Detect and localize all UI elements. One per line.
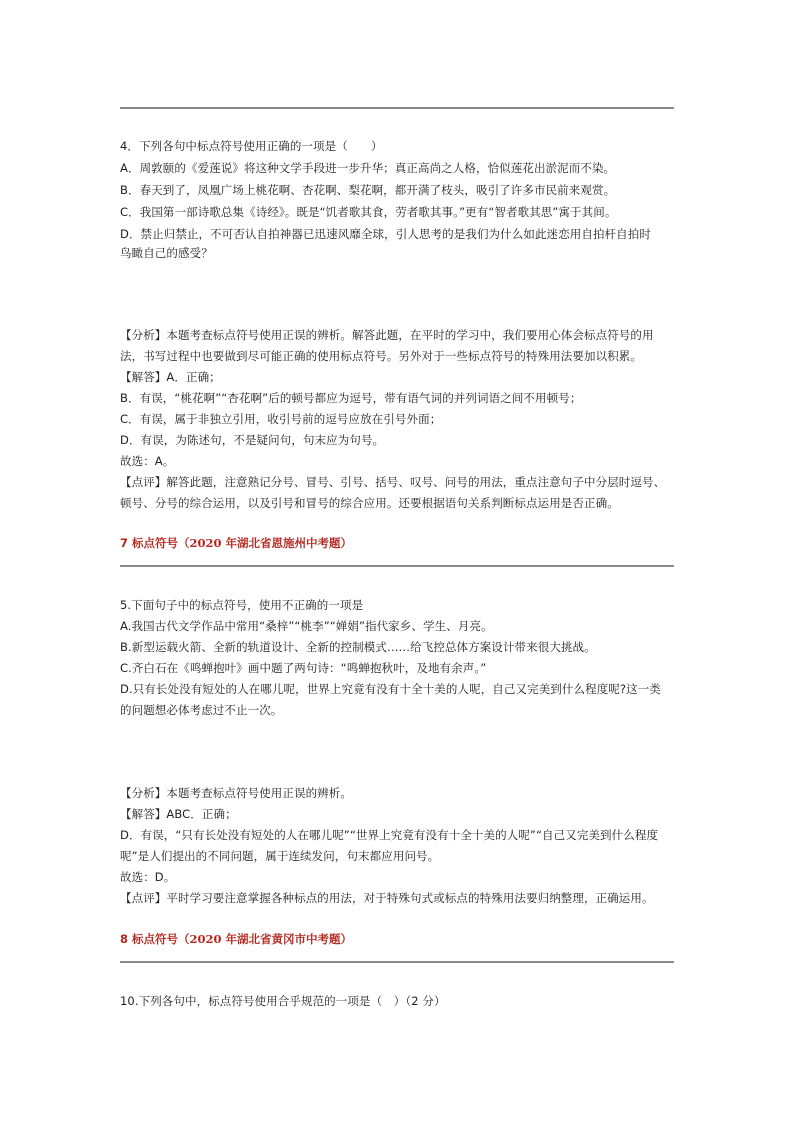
q5-comment: 【点评】平时学习要注意掌握各种标点的用法，对于特殊句式或标点的特殊用法要归纳整理，正确运用。 — [120, 891, 654, 905]
section-number: 8 — [120, 932, 129, 946]
section-title: 标点符号（2020 年湖北省黄冈市中考题） — [132, 932, 353, 946]
q4-answer-b: B．有误，“桃花啊”“杏花啊”后的顿号都应为逗号，带有语气词的并列词语之间不用顿号； — [120, 391, 582, 405]
q4-answer-d: D．有误，为陈述句，不是疑问句，句末应为句号。 — [120, 433, 385, 447]
q5-answer-d-cont: 呢”是人们提出的不同问题，属于连续发问，句末都应用问号。 — [120, 849, 440, 863]
q4-choice: 故选：A。 — [120, 454, 175, 468]
q4-option-d-cont: 鸟瞰自己的感受？ — [120, 246, 213, 260]
q4-stem: 4．下列各句中标点符号使用正确的一项是（ ） — [120, 139, 383, 153]
q5-option-d: D.只有长处没有短处的人在哪儿呢，世界上究竟有没有十全十美的人呢，自己又完美到什么程度呢?这一类 — [120, 682, 661, 696]
q5-answer: 【解答】ABC．正确； — [120, 807, 237, 821]
q4-option-b: B．春天到了，凤凰广场上桃花啊、杏花啊、梨花啊，都开满了枝头，吸引了许多市民前来观赏。 — [120, 183, 616, 197]
q5-answer-d: D．有误，“只有长处没有短处的人在哪儿呢”“世界上究竟有没有十全十美的人呢”“自己又完美到什么程度 — [120, 828, 659, 842]
section-heading-7 — [120, 535, 352, 551]
q4-answer-c: C．有误，属于非独立引用，收引号前的逗号应放在引号外面； — [120, 412, 442, 426]
q5-stem: 5.下面句子中的标点符号，使用不正确的一项是 — [120, 598, 364, 612]
q10-stem: 10.下列各句中，标点符号使用合乎规范的一项是（ ）（2 分） — [120, 994, 446, 1008]
q4-answer: 【解答】A．正确； — [120, 370, 221, 384]
q5-choice: 故选：D。 — [120, 870, 176, 884]
q5-option-a: A.我国古代文学作品中常用“桑梓”“桃李”“婵娟”指代家乡、学生、月亮。 — [120, 619, 493, 633]
divider — [120, 565, 674, 567]
section-title: 标点符号（2020 年湖北省恩施州中考题） — [132, 536, 353, 550]
q4-option-d: D．禁止归禁止，不可否认自拍神器已迅速风靡全球，引人思考的是我们为什么如此迷恋用自拍杆自拍时 — [120, 227, 651, 241]
q4-analysis-1: 【分析】本题考查标点符号使用正误的辨析。解答此题，在平时的学习中，我们要用心体会标点符号的用 — [120, 328, 654, 342]
q4-comment-2: 顿号、分号的综合运用，以及引号和冒号的综合应用。还要根据语句关系判断标点运用是否正确。 — [120, 496, 619, 510]
section-heading-8 — [120, 931, 352, 947]
q5-option-c: C.齐白石在《鸣蝉抱叶》画中题了两句诗：“鸣蝉抱秋叶，及地有余声。” — [120, 661, 487, 675]
divider — [120, 107, 674, 109]
q4-option-c: C．我国第一部诗歌总集《诗经》。既是“饥者歌其食，劳者歌其事。”更有“智者歌其思”寓于其间。 — [120, 205, 617, 219]
q5-option-b: B.新型运载火箭、全新的轨道设计、全新的控制模式……给飞控总体方案设计带来很大挑战。 — [120, 640, 596, 654]
q5-option-d-cont: 的问题想必体考虑过不止一次。 — [120, 703, 283, 717]
q4-analysis-2: 法，书写过程中也要做到尽可能正确的使用标点符号。另外对于一些标点符号的特殊用法要加以积累。 — [120, 349, 642, 363]
q4-option-a: A．周敦颐的《爱莲说》将这种文学手段进一步升华；真正高尚之人格，恰似莲花出淤泥而不染。 — [120, 161, 616, 175]
divider — [120, 961, 674, 963]
section-number: 7 — [120, 536, 129, 550]
q4-comment-1: 【点评】解答此题，注意熟记分号、冒号、引号、括号、叹号、问号的用法，重点注意句子中分层时逗号、 — [120, 475, 666, 489]
q5-analysis-1: 【分析】本题考查标点符号使用正误的辨析。 — [120, 786, 352, 800]
